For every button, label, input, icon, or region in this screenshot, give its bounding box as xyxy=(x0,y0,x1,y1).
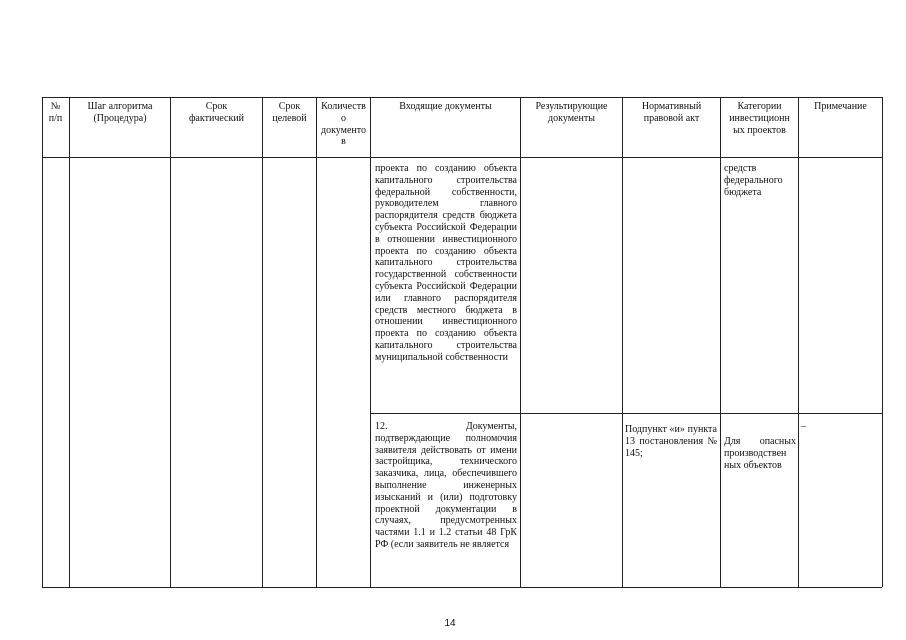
header-step: Шаг алгоритма (Процедура) xyxy=(87,101,153,124)
col-border-8 xyxy=(720,97,721,587)
table-top-border xyxy=(42,97,882,98)
col-border-4 xyxy=(316,97,317,587)
col-border-2 xyxy=(170,97,171,587)
table-bottom-border xyxy=(42,587,882,588)
col-border-left xyxy=(42,97,43,587)
col-border-7 xyxy=(622,97,623,587)
header-num: № п/п xyxy=(48,101,63,124)
row-divider xyxy=(370,413,882,414)
col-border-5 xyxy=(370,97,371,587)
header-doc-count: Количеств о документо в xyxy=(320,101,367,148)
row2-normative-act: Подпункт «и» пункта 13 постановления № 145; xyxy=(625,424,717,459)
header-result-docs: Результирующие документы xyxy=(535,101,608,124)
col-border-right xyxy=(882,97,883,587)
header-incoming-docs: Входящие документы xyxy=(399,101,492,112)
header-actual-term: Срок фактический xyxy=(188,101,245,124)
row2-note: – xyxy=(801,421,806,432)
header-categories: Категории инвестиционн ых проектов xyxy=(729,101,790,136)
page-number: 14 xyxy=(444,618,456,629)
col-border-9 xyxy=(798,97,799,587)
header-note: Примечание xyxy=(814,101,867,112)
col-border-1 xyxy=(69,97,70,587)
col-border-6 xyxy=(520,97,521,587)
row2-categories: Для опасных производствен ных объектов xyxy=(724,436,796,471)
row1-categories: средств федерального бюджета xyxy=(724,163,783,198)
table-header-bottom-border xyxy=(42,157,882,158)
row1-incoming-docs: проекта по созданию объекта капитального строительства федеральной собственности, руководителем главного распорядителя средств бюджета субъекта Российской Федерации в отношении инвестиционного проекта по созданию объекта капитального строительства государственной собственности субъекта Российской Федерации или главного распорядителя средств местного бюджета в отношении инвестиционного проекта по созданию объекта капитального строительства муниципальной собственности xyxy=(375,163,517,363)
header-target-term: Срок целевой xyxy=(272,101,307,124)
header-normative-act: Нормативный правовой акт xyxy=(641,101,702,124)
row2-incoming-docs: 12. Документы, подтверждающие полномочия заявителя действовать от имени застройщика, технического заказчика, лица, обеспечившего выполнение инженерных изысканий и (или) подготовку проектной документации в случаях, предусмотренных частями 1.1 и 1.2 статьи 48 ГрК РФ (если заявитель не является xyxy=(375,421,517,550)
col-border-3 xyxy=(262,97,263,587)
